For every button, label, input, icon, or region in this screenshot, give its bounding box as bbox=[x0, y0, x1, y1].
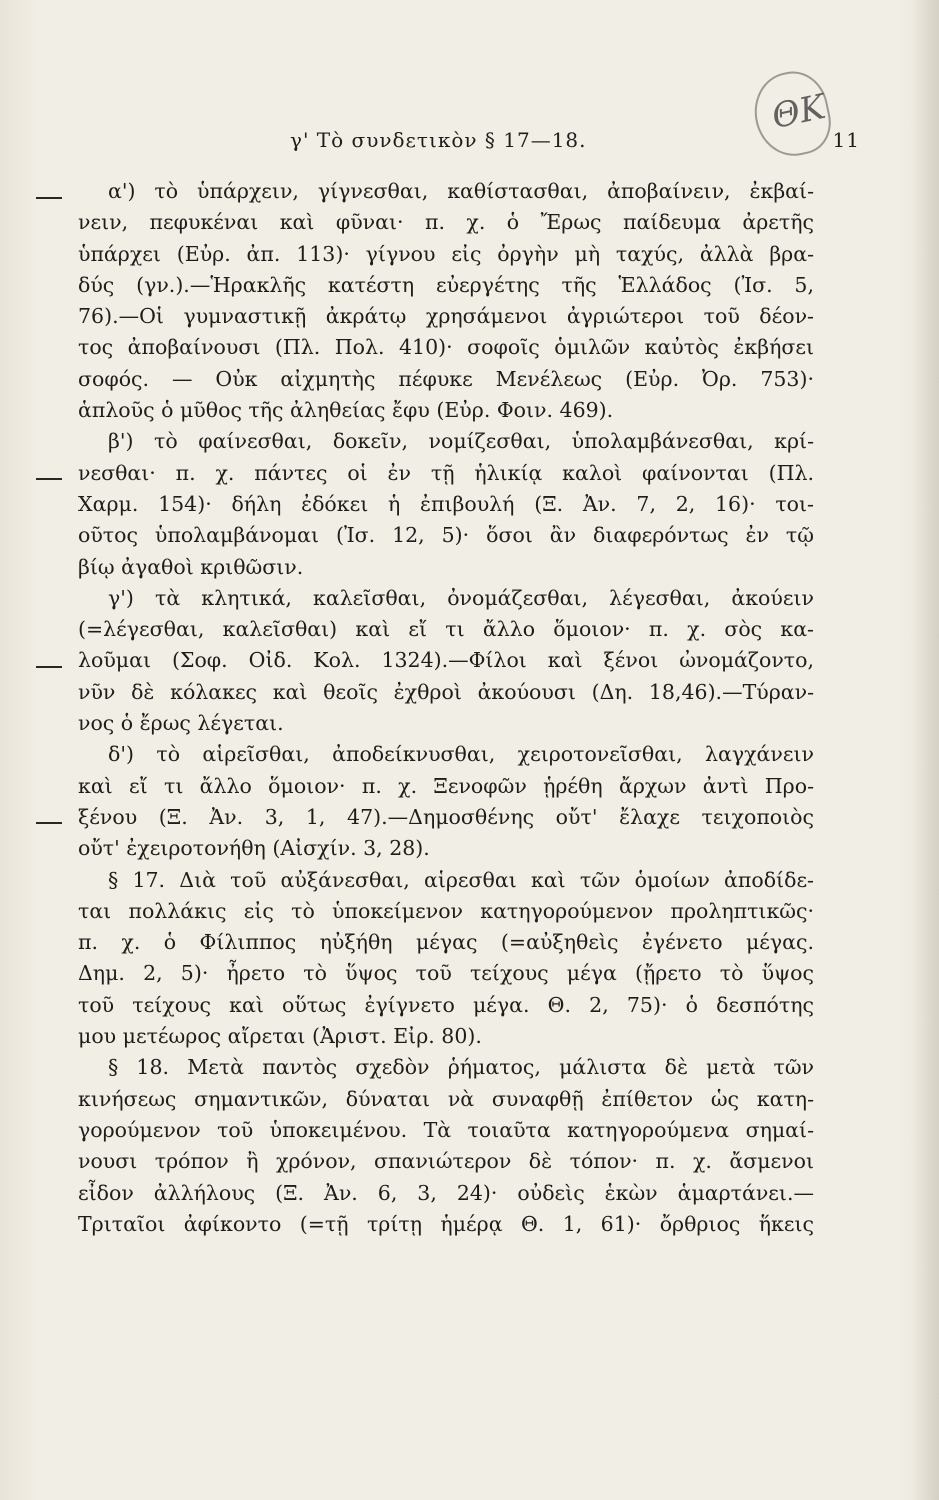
running-title: γ' Τὸ συνδετικὸν § 17—18. bbox=[290, 128, 587, 152]
text-line: τοῦ τείχους καὶ οὕτως ἐγίγνετο μέγα. Θ. 2, 75)· ὁ δεσπότης bbox=[78, 992, 814, 1017]
text-line: ται πολλάκις εἰς τὸ ὑποκείμενον κατηγορούμενον προληπτικῶς· bbox=[78, 898, 814, 923]
text-line: Δημ. 2, 5)· ἦρετο τὸ ὕψος τοῦ τείχους μέγα (ᾔρετο τὸ ὕψος bbox=[78, 961, 814, 986]
text-line: εἶδον ἀλλήλους (Ξ. Ἀν. 6, 3, 24)· οὐδεὶς ἑκὼν ἁμαρτάνει.— bbox=[78, 1180, 814, 1205]
text-line: νουσι τρόπον ἢ χρόνον, σπανιώτερον δὲ τόπον· π. χ. ἄσμενοι bbox=[78, 1149, 814, 1174]
text-line: βίῳ ἀγαθοὶ κριθῶσιν. bbox=[78, 554, 304, 579]
margin-mark bbox=[36, 478, 62, 480]
text-line: μου μετέωρος αἴρεται (Ἀριστ. Εἰρ. 80). bbox=[78, 1024, 482, 1049]
text-line: σοφός. — Οὐκ αἰχμητὴς πέφυκε Μενέλεως (Εὐρ. Ὀρ. 753)· bbox=[78, 366, 814, 391]
text-line: καὶ εἴ τι ἄλλο ὅμοιον· π. χ. Ξενοφῶν ᾑρέθη ἄρχων ἀντὶ Προ- bbox=[78, 773, 814, 798]
text-line: τος ἀποβαίνουσι (Πλ. Πολ. 410)· σοφοῖς ὁμιλῶν καὐτὸς ἐκβήσει bbox=[78, 335, 814, 360]
text-line: Τριταῖοι ἀφίκοντο (=τῇ τρίτῃ ἡμέρᾳ Θ. 1, 61)· ὄρθριος ἥκεις bbox=[78, 1211, 814, 1236]
text-line: δ') τὸ αἱρεῖσθαι, ἀποδείκνυσθαι, χειροτονεῖσθαι, λαγχάνειν bbox=[108, 742, 814, 767]
text-line: νειν, πεφυκέναι καὶ φῦναι· π. χ. ὁ Ἔρως παίδευμα ἀρετῆς bbox=[78, 210, 814, 235]
text-line: νος ὁ ἔρως λέγεται. bbox=[78, 711, 284, 736]
text-line: οὔτ' ἐχειροτονήθη (Αἰσχίν. 3, 28). bbox=[78, 836, 430, 861]
body-text bbox=[78, 176, 814, 1240]
page-fold-shadow bbox=[913, 0, 939, 1500]
text-line: λοῦμαι (Σοφ. Οἰδ. Κολ. 1324).—Φίλοι καὶ ξένοι ὠνομάζοντο, bbox=[78, 648, 814, 673]
running-header bbox=[80, 128, 860, 168]
text-line: ξένου (Ξ. Ἀν. 3, 1, 47).—Δημοσθένης οὔτ' ἔλαχε τειχοποιὸς bbox=[78, 804, 814, 829]
text-line: οῦτος ὑπολαμβάνομαι (Ἰσ. 12, 5)· ὅσοι ἂν διαφερόντως ἐν τῷ bbox=[78, 523, 814, 548]
margin-mark bbox=[36, 822, 62, 824]
margin-mark bbox=[36, 666, 62, 668]
text-line: α') τὸ ὑπάρχειν, γίγνεσθαι, καθίστασθαι, ἀποβαίνειν, ἐκβαί- bbox=[108, 179, 814, 203]
text-line: κινήσεως σημαντικῶν, δύναται νὰ συναφθῇ ἐπίθετον ὡς κατη- bbox=[78, 1086, 814, 1111]
text-line: γορούμενον τοῦ ὑποκειμένου. Τὰ τοιαῦτα κατηγορούμενα σημαί- bbox=[78, 1117, 814, 1142]
text-line: δύς (γν.).—Ἡρακλῆς κατέστη εὐεργέτης τῆς Ἑλλάδος (Ἰσ. 5, bbox=[78, 272, 814, 297]
text-line: π. χ. ὁ Φίλιππος ηὐξήθη μέγας (=αὐξηθεὶς ἐγένετο μέγας. bbox=[78, 930, 814, 955]
text-line: ἁπλοῦς ὁ μῦθος τῆς ἀληθείας ἔφυ (Εὐρ. Φοιν. 469). bbox=[78, 398, 614, 423]
text-line: νεσθαι· π. χ. πάντες οἱ ἐν τῇ ἡλικίᾳ καλοὶ φαίνονται (Πλ. bbox=[78, 460, 814, 485]
text-line: ὑπάρχει (Εὐρ. ἀπ. 113)· γίγνου εἰς ὀργὴν μὴ ταχύς, ἀλλὰ βρα- bbox=[78, 241, 814, 266]
text-line: § 17. Διὰ τοῦ αὐξάνεσθαι, αἱρεσθαι καὶ τῶν ὁμοίων ἀποδίδε- bbox=[108, 867, 814, 892]
margin-mark bbox=[36, 197, 62, 199]
text-line: 76).—Οἱ γυμναστικῇ ἀκράτῳ χρησάμενοι ἀγριώτεροι τοῦ δέον- bbox=[78, 304, 814, 329]
page-number: 11 bbox=[832, 128, 860, 152]
text-line: νῦν δὲ κόλακες καὶ θεοῖς ἐχθροὶ ἀκούουσι (Δη. 18,46).—Τύραν- bbox=[78, 679, 814, 704]
text-line: Χαρμ. 154)· δήλη ἐδόκει ἡ ἐπιβουλή (Ξ. Ἀν. 7, 2, 16)· τοι- bbox=[78, 491, 814, 516]
text-line: (=λέγεσθαι, καλεῖσθαι) καὶ εἴ τι ἄλλο ὅμοιον· π. χ. σὸς κα- bbox=[78, 617, 814, 642]
library-stamp-mark: ΘΚ bbox=[768, 86, 829, 138]
text-line: β') τὸ φαίνεσθαι, δοκεῖν, νομίζεσθαι, ὑπολαμβάνεσθαι, κρί- bbox=[108, 429, 814, 454]
text-line: γ') τὰ κλητικά, καλεῖσθαι, ὀνομάζεσθαι, λέγεσθαι, ἀκούειν bbox=[108, 585, 814, 610]
text-line: § 18. Μετὰ παντὸς σχεδὸν ῥήματος, μάλιστα δὲ μετὰ τῶν bbox=[108, 1055, 814, 1080]
